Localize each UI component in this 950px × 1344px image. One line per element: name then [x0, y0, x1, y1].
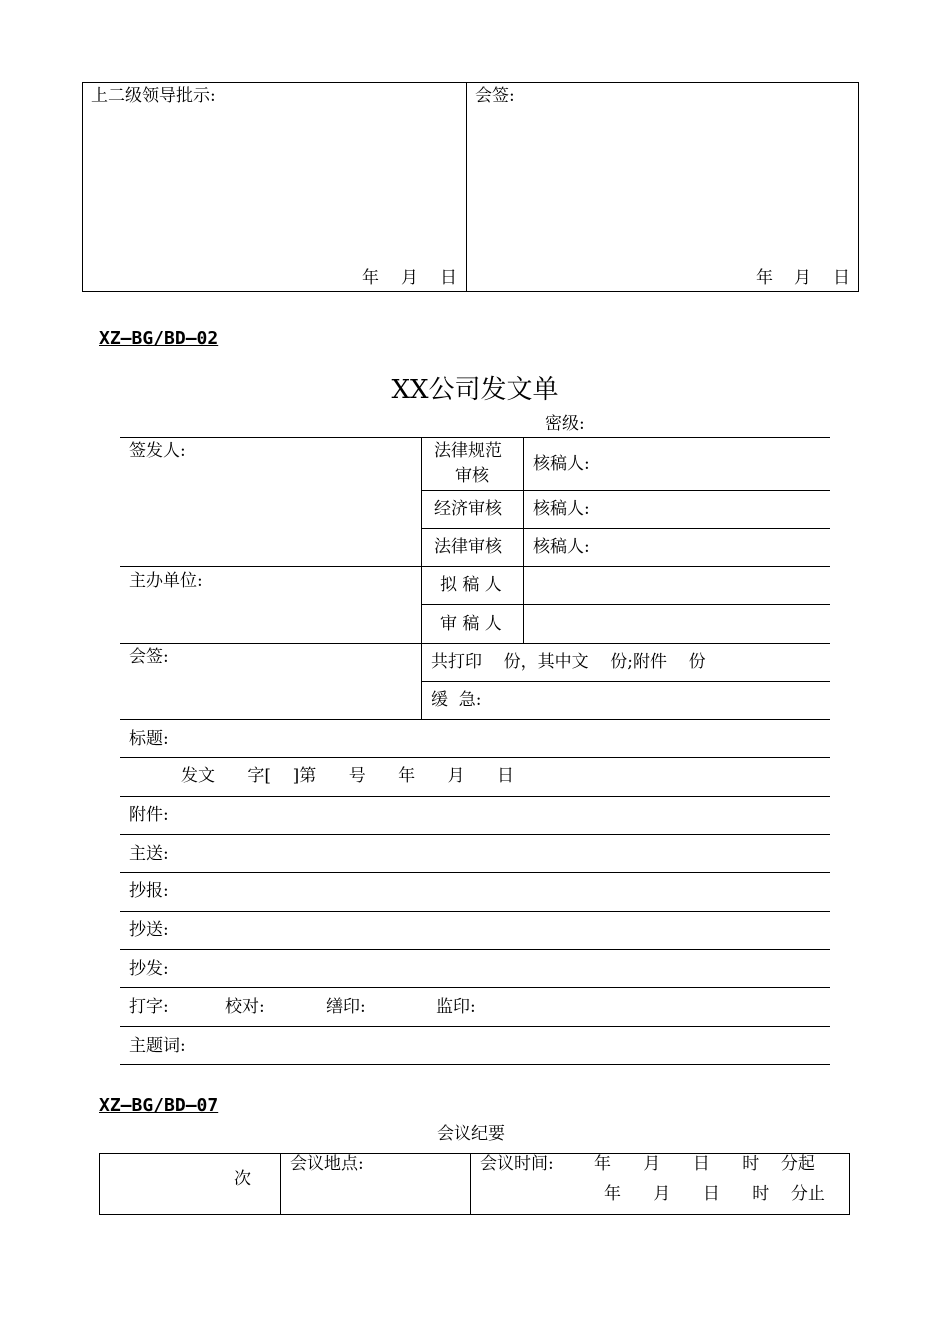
checker-label-3: 核稿人: — [533, 537, 590, 557]
report-to-label: 抄报: — [129, 881, 169, 901]
form-line — [120, 834, 830, 835]
form-line — [120, 757, 830, 758]
economic-review-label: 经济审核 — [434, 499, 502, 519]
form-line — [120, 949, 830, 950]
left-date-year: 年 — [362, 268, 379, 288]
subject-label: 标题: — [129, 729, 169, 749]
time-end: 年 月 日 时 分止 — [604, 1184, 825, 1204]
legal-review-label: 法律审核 — [434, 537, 502, 557]
time-start: 年 月 日 时 分起 — [594, 1154, 815, 1174]
copy-to-label: 抄送: — [129, 920, 169, 940]
form-line — [120, 872, 830, 873]
urgency-label: 缓 急: — [431, 690, 482, 710]
keywords-label: 主题词: — [129, 1036, 186, 1056]
location-label: 会议地点: — [290, 1154, 364, 1174]
leader-approval-label: 上二级领导批示: — [91, 86, 216, 106]
print-supervisor-label: 监印: — [436, 997, 476, 1017]
form-divider — [421, 437, 422, 719]
right-date-month: 月 — [794, 268, 811, 288]
form-line — [120, 1064, 830, 1065]
right-date-year: 年 — [756, 268, 773, 288]
minutes-divider — [470, 1153, 471, 1215]
reviewer-label: 审 稿 人 — [440, 614, 502, 634]
legal-norm-review-line2: 审核 — [455, 466, 489, 486]
form-line — [421, 681, 830, 682]
printing-label: 缮印: — [326, 997, 366, 1017]
form-line — [120, 566, 830, 567]
distribute-label: 抄发: — [129, 959, 169, 979]
proofread-label: 校对: — [225, 997, 265, 1017]
approval-box — [82, 82, 859, 292]
form-line — [120, 437, 830, 438]
form-code-02: XZ—BG/BD—02 — [99, 328, 219, 349]
session-label: 次 — [234, 1169, 251, 1189]
dispatch-title: XX公司发文单 — [391, 375, 559, 405]
typing-label: 打字: — [129, 997, 169, 1017]
form-line — [421, 490, 830, 491]
time-label: 会议时间: — [480, 1154, 554, 1174]
checker-label-2: 核稿人: — [533, 499, 590, 519]
drafter-label: 拟 稿 人 — [440, 575, 502, 595]
doc-number-line: 发文 字[ ]第 号 年 月 日 — [181, 766, 514, 786]
form-line — [421, 604, 830, 605]
form-line — [120, 643, 830, 644]
countersign-field-label: 会签: — [129, 647, 169, 667]
form-line — [120, 911, 830, 912]
left-date-month: 月 — [401, 268, 418, 288]
right-date-day: 日 — [833, 268, 850, 288]
minutes-title: 会议纪要 — [437, 1124, 505, 1144]
form-line — [120, 719, 830, 720]
host-unit-label: 主办单位: — [129, 571, 203, 591]
form-line — [120, 987, 830, 988]
print-count-label: 共打印 份，其中文 份;附件 份 — [431, 652, 706, 672]
main-recipient-label: 主送: — [129, 844, 169, 864]
checker-label-1: 核稿人: — [533, 454, 590, 474]
signer-label: 签发人: — [129, 441, 186, 461]
attachment-label: 附件: — [129, 805, 169, 825]
left-date-day: 日 — [440, 268, 457, 288]
secret-level-label: 密级: — [545, 414, 585, 434]
form-line — [120, 796, 830, 797]
countersign-label: 会签: — [475, 86, 515, 106]
form-line — [120, 1026, 830, 1027]
form-line — [421, 528, 830, 529]
form-divider — [523, 437, 524, 643]
form-code-07: XZ—BG/BD—07 — [99, 1095, 219, 1116]
minutes-divider — [280, 1153, 281, 1215]
legal-norm-review-line1: 法律规范 — [434, 441, 502, 461]
approval-divider — [466, 82, 467, 292]
